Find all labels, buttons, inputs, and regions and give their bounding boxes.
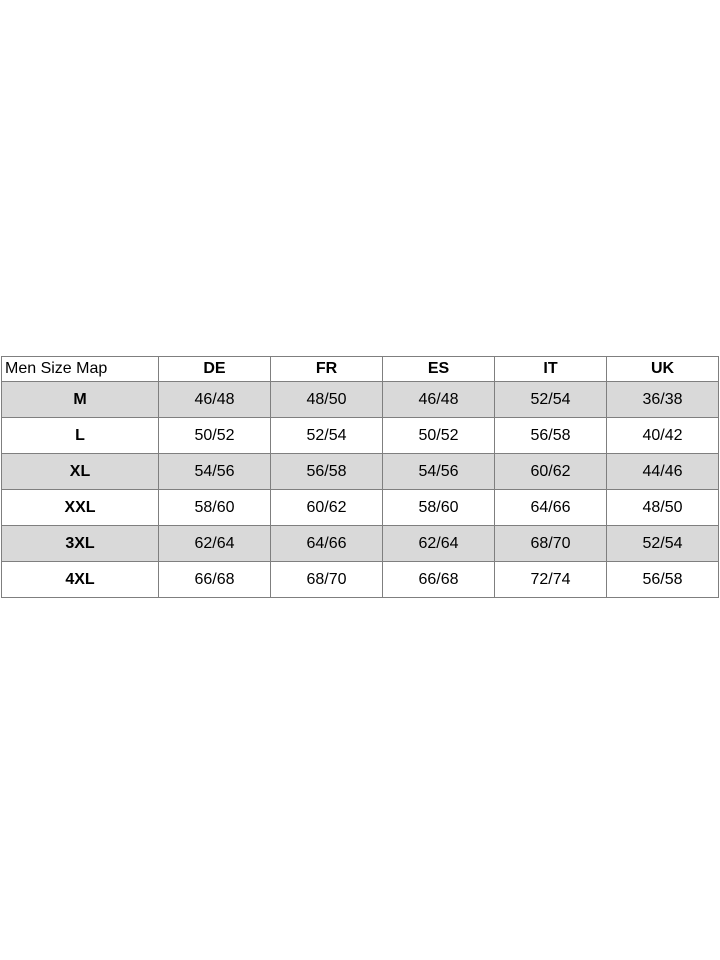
table-row — [2, 418, 719, 454]
size-value-it: 60/62 — [495, 454, 607, 490]
size-value-it: 52/54 — [495, 382, 607, 418]
header-row — [2, 357, 719, 382]
size-label: M — [2, 382, 159, 418]
table-row — [2, 454, 719, 490]
corner-label: Men Size Map — [2, 357, 159, 382]
size-value-de: 62/64 — [159, 526, 271, 562]
size-label: 4XL — [2, 562, 159, 598]
size-value-es: 54/56 — [383, 454, 495, 490]
size-label: XXL — [2, 490, 159, 526]
size-value-es: 46/48 — [383, 382, 495, 418]
size-value-uk: 44/46 — [607, 454, 719, 490]
size-value-fr: 52/54 — [271, 418, 383, 454]
size-value-it: 68/70 — [495, 526, 607, 562]
size-value-fr: 64/66 — [271, 526, 383, 562]
table-row — [2, 562, 719, 598]
size-value-es: 50/52 — [383, 418, 495, 454]
column-header-de: DE — [159, 357, 271, 382]
size-value-fr: 60/62 — [271, 490, 383, 526]
size-label: L — [2, 418, 159, 454]
size-value-uk: 36/38 — [607, 382, 719, 418]
table-row — [2, 382, 719, 418]
size-label: XL — [2, 454, 159, 490]
table-row — [2, 526, 719, 562]
size-value-uk: 52/54 — [607, 526, 719, 562]
size-label: 3XL — [2, 526, 159, 562]
size-value-fr: 48/50 — [271, 382, 383, 418]
column-header-uk: UK — [607, 357, 719, 382]
size-value-it: 56/58 — [495, 418, 607, 454]
size-map-table — [1, 356, 719, 598]
size-value-uk: 56/58 — [607, 562, 719, 598]
size-value-it: 64/66 — [495, 490, 607, 526]
size-value-fr: 56/58 — [271, 454, 383, 490]
size-value-fr: 68/70 — [271, 562, 383, 598]
size-value-de: 46/48 — [159, 382, 271, 418]
column-header-it: IT — [495, 357, 607, 382]
size-value-de: 58/60 — [159, 490, 271, 526]
column-header-es: ES — [383, 357, 495, 382]
size-value-de: 66/68 — [159, 562, 271, 598]
size-map-body — [2, 357, 719, 598]
size-value-es: 62/64 — [383, 526, 495, 562]
size-value-uk: 48/50 — [607, 490, 719, 526]
size-value-de: 50/52 — [159, 418, 271, 454]
size-value-it: 72/74 — [495, 562, 607, 598]
size-value-uk: 40/42 — [607, 418, 719, 454]
table-row — [2, 490, 719, 526]
size-value-es: 58/60 — [383, 490, 495, 526]
size-value-de: 54/56 — [159, 454, 271, 490]
size-value-es: 66/68 — [383, 562, 495, 598]
column-header-fr: FR — [271, 357, 383, 382]
